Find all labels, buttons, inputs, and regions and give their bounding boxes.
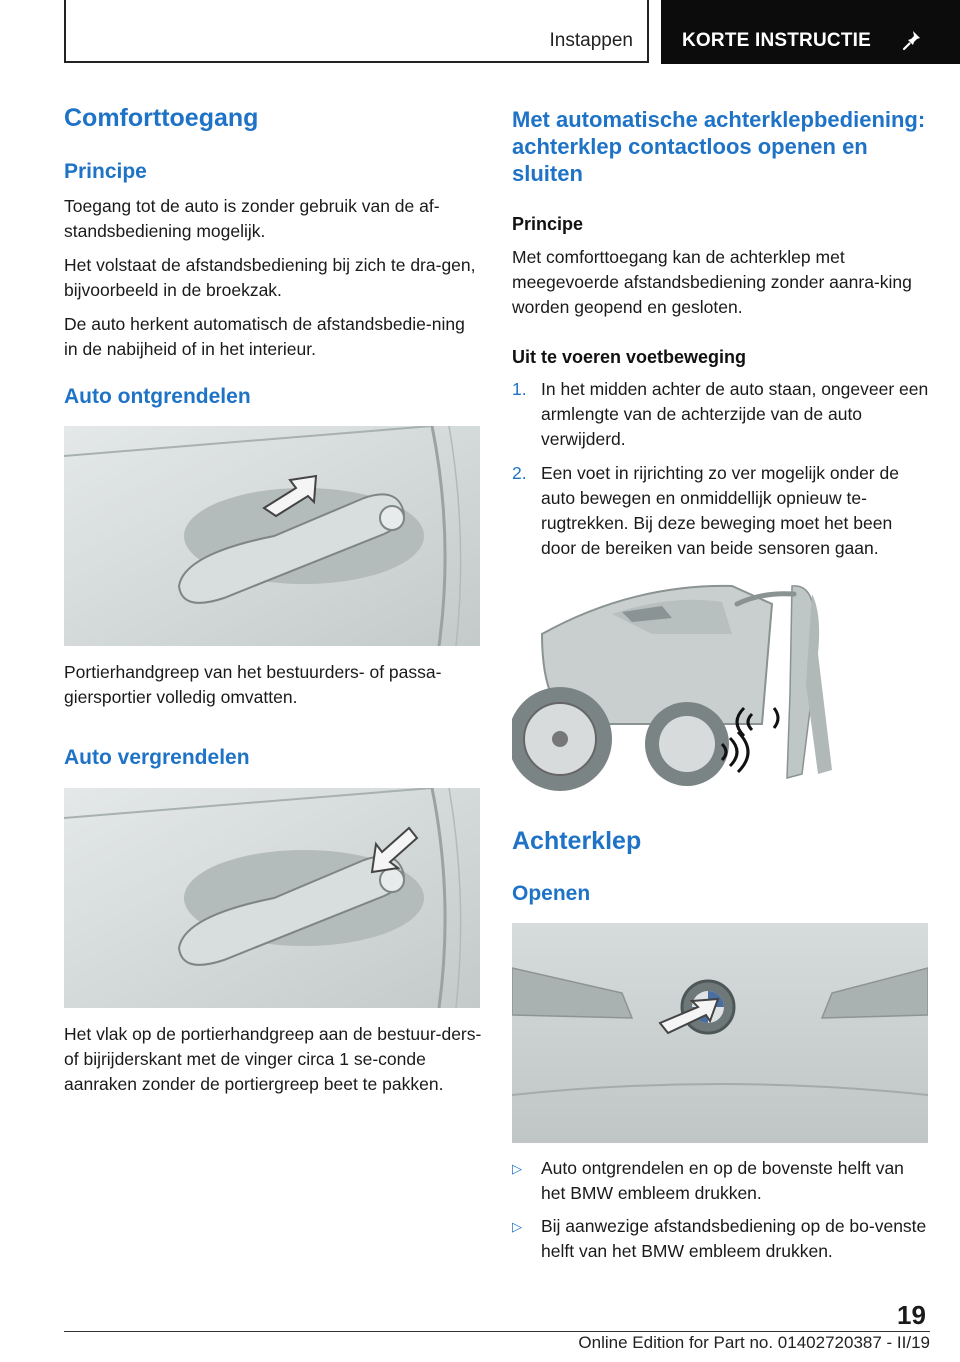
heading-auto-ontgrendelen: Auto ontgrendelen — [64, 385, 251, 408]
page-number: 19 — [897, 1300, 926, 1330]
heading-openen: Openen — [512, 882, 591, 905]
caption-auto-vergrendelen: Het vlak op de portierhandgreep aan de bestuur-ders- of bijrijderskant met de vinger circa 1 se-conde aanraken zonder de portiergreep beet te pakken. — [64, 1024, 482, 1094]
caption-auto-ontgrendelen: Portierhandgreep van het bestuurders- of passa-giersportier volledig omvatten. — [64, 662, 442, 707]
section-title-achterklep: Achterklep — [512, 827, 642, 855]
pin-icon — [901, 28, 925, 52]
heading-principe-right: Principe — [512, 214, 584, 234]
list-number: 2. — [512, 463, 527, 483]
list-text: Bij aanwezige afstandsbediening op de bo-venste helft van het BMW embleem drukken. — [541, 1216, 927, 1261]
list-text: In het midden achter de auto staan, ongeveer een armlengte van de achterzijde van de auto verwijderd. — [541, 379, 929, 449]
list-text: Een voet in rijrichting zo ver mogelijk onder de auto bewegen en onmiddellijk opnieuw te-rugtrekken. Bij deze beweging moet het been door de bereiken van beide sensoren gaan. — [541, 463, 899, 558]
footer-edition: Online Edition for Part no. 01402720387 - II/19 — [578, 1333, 930, 1352]
bmw-emblem-tailgate-illustration — [512, 923, 928, 1143]
section-title-automatische-achterklep: Met automatische achterklepbediening: achterklep contactloos openen en sluiten — [512, 107, 926, 186]
header-tab-korte-instructie[interactable] — [661, 0, 960, 64]
running-header-section — [64, 0, 649, 63]
door-handle-unlock-illustration — [64, 426, 480, 646]
triangle-bullet-icon: ▷ — [512, 1219, 522, 1234]
door-handle-lock-illustration — [64, 788, 480, 1008]
heading-voetbeweging: Uit te voeren voetbeweging — [512, 347, 747, 367]
footer-divider — [64, 1331, 930, 1332]
list-number: 1. — [512, 379, 527, 399]
paragraph-principe-3: De auto herkent automatisch de afstandsbedie-ning in de nabijheid of in het interieur. — [64, 314, 465, 359]
section-title-comforttoegang: Comforttoegang — [64, 104, 259, 132]
paragraph-principe-2: Het volstaat de afstandsbediening bij zich te dra-gen, bijvoorbeeld in de broekzak. — [64, 255, 476, 300]
tailgate-foot-gesture-illustration — [512, 574, 924, 796]
heading-auto-vergrendelen: Auto vergrendelen — [64, 746, 250, 769]
header-tab-label: KORTE INSTRUCTIE — [682, 30, 871, 51]
header-section-label: Instappen — [549, 30, 633, 51]
heading-principe: Principe — [64, 160, 147, 183]
list-text: Auto ontgrendelen en op de bovenste helft van het BMW embleem drukken. — [541, 1158, 904, 1203]
paragraph-principe-right: Met comforttoegang kan de achterklep met meegevoerde afstandsbediening zonder aanra-king worden geopend en gesloten. — [512, 247, 912, 317]
triangle-bullet-icon: ▷ — [512, 1161, 522, 1176]
paragraph-principe-1: Toegang tot de auto is zonder gebruik van de af-standsbediening mogelijk. — [64, 196, 440, 241]
